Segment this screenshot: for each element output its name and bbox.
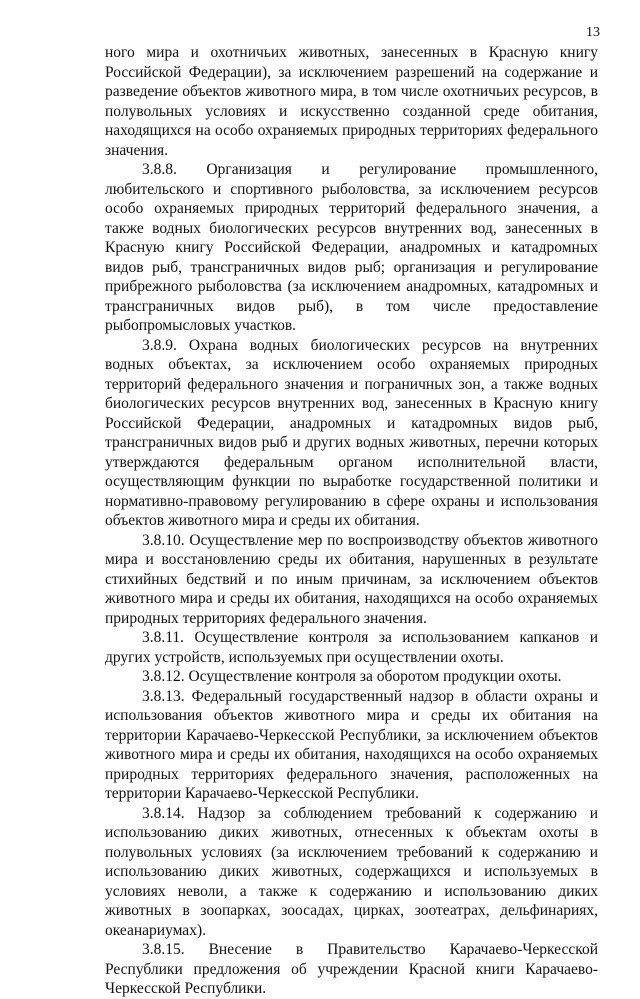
paragraph-3-8-13: 3.8.13. Федеральный государственный надзор в области охраны и использования объектов животного мира и среды их обитания на территории Карачаево-Черкесской Республики, за исключением объектов животного мира и среды их обитания, находящихся на особо охраняемых природных территориях федерального значения, расположенных на территории Карачаево-Черкесской Республики. [105, 687, 598, 802]
paragraph-continuation: ного мира и охотничьих животных, занесенных в Красную книгу Российской Федерации), за исключением разрешений на содержание и разведение объектов животного мира, в том числе охотничьих ресурсов, в полувольных условиях и искусственно созданной среде обитания, находящихся на особо охраняемых природных территориях федерального значения. [105, 44, 598, 159]
document-body [105, 43, 598, 999]
paragraph-3-8-14: 3.8.14. Надзор за соблюдением требований к содержанию и использованию диких животных, отнесенных к объектам охоты в полувольных условиях (за исключением требований к содержанию и использованию диких животных, содержащихся и используемых в условиях неволи, а также к содержанию и использованию диких животных в зоопарках, зоосадах, цирках, зоотеатрах, дельфинариях, океанариумах). [105, 804, 598, 939]
paragraph-3-8-12: 3.8.12. Осуществление контроля за оборотом продукции охоты. [142, 668, 562, 685]
paragraph-3-8-10: 3.8.10. Осуществление мер по воспроизводству объектов животного мира и восстановлению среды их обитания, нарушенных в результате стихийных бедствий и по иным причинам, за исключением объектов животного мира и среды их обитания, находящихся на особо охраняемых природных территориях федерального значения. [105, 531, 598, 627]
paragraph-3-8-9: 3.8.9. Охрана водных биологических ресурсов на внутренних водных объектах, за исключением особо охраняемых природных территорий федерального значения и пограничных зон, а также водных биологических ресурсов внутренних вод, занесенных в Красную книгу Российской Федерации, анадромных и катадромных видов рыб, трансграничных видов рыб и других водных животных, перечни которых утверждаются федеральным органом исполнительной власти, осуществляющим функции по выработке государственной политики и нормативно-правовому регулированию в сфере охраны и использования объектов животного мира и среды их обитания. [105, 336, 598, 529]
paragraph-3-8-15: 3.8.15. Внесение в Правительство Карачаево-Черкесской Республики предложения об учреждении Красной книги Карачаево-Черкесской Республики. [105, 941, 598, 997]
paragraph-3-8-11: 3.8.11. Осуществление контроля за использованием капканов и других устройств, используемых при осуществлении охоты. [105, 629, 598, 666]
page-number: 13 [586, 25, 600, 40]
paragraph-3-8-8: 3.8.8. Организация и регулирование промышленного, любительского и спортивного рыболовства, за исключением ресурсов особо охраняемых природных территорий федерального значения, а также водных биологических ресурсов внутренних вод, занесенных в Красную книгу Российской Федерации, анадромных и катадромных видов рыб, трансграничных видов рыб; организация и регулирование прибрежного рыболовства (за исключением анадромных, катадромных и трансграничных видов рыб), в том числе предоставление рыбопромысловых участков. [105, 161, 598, 334]
